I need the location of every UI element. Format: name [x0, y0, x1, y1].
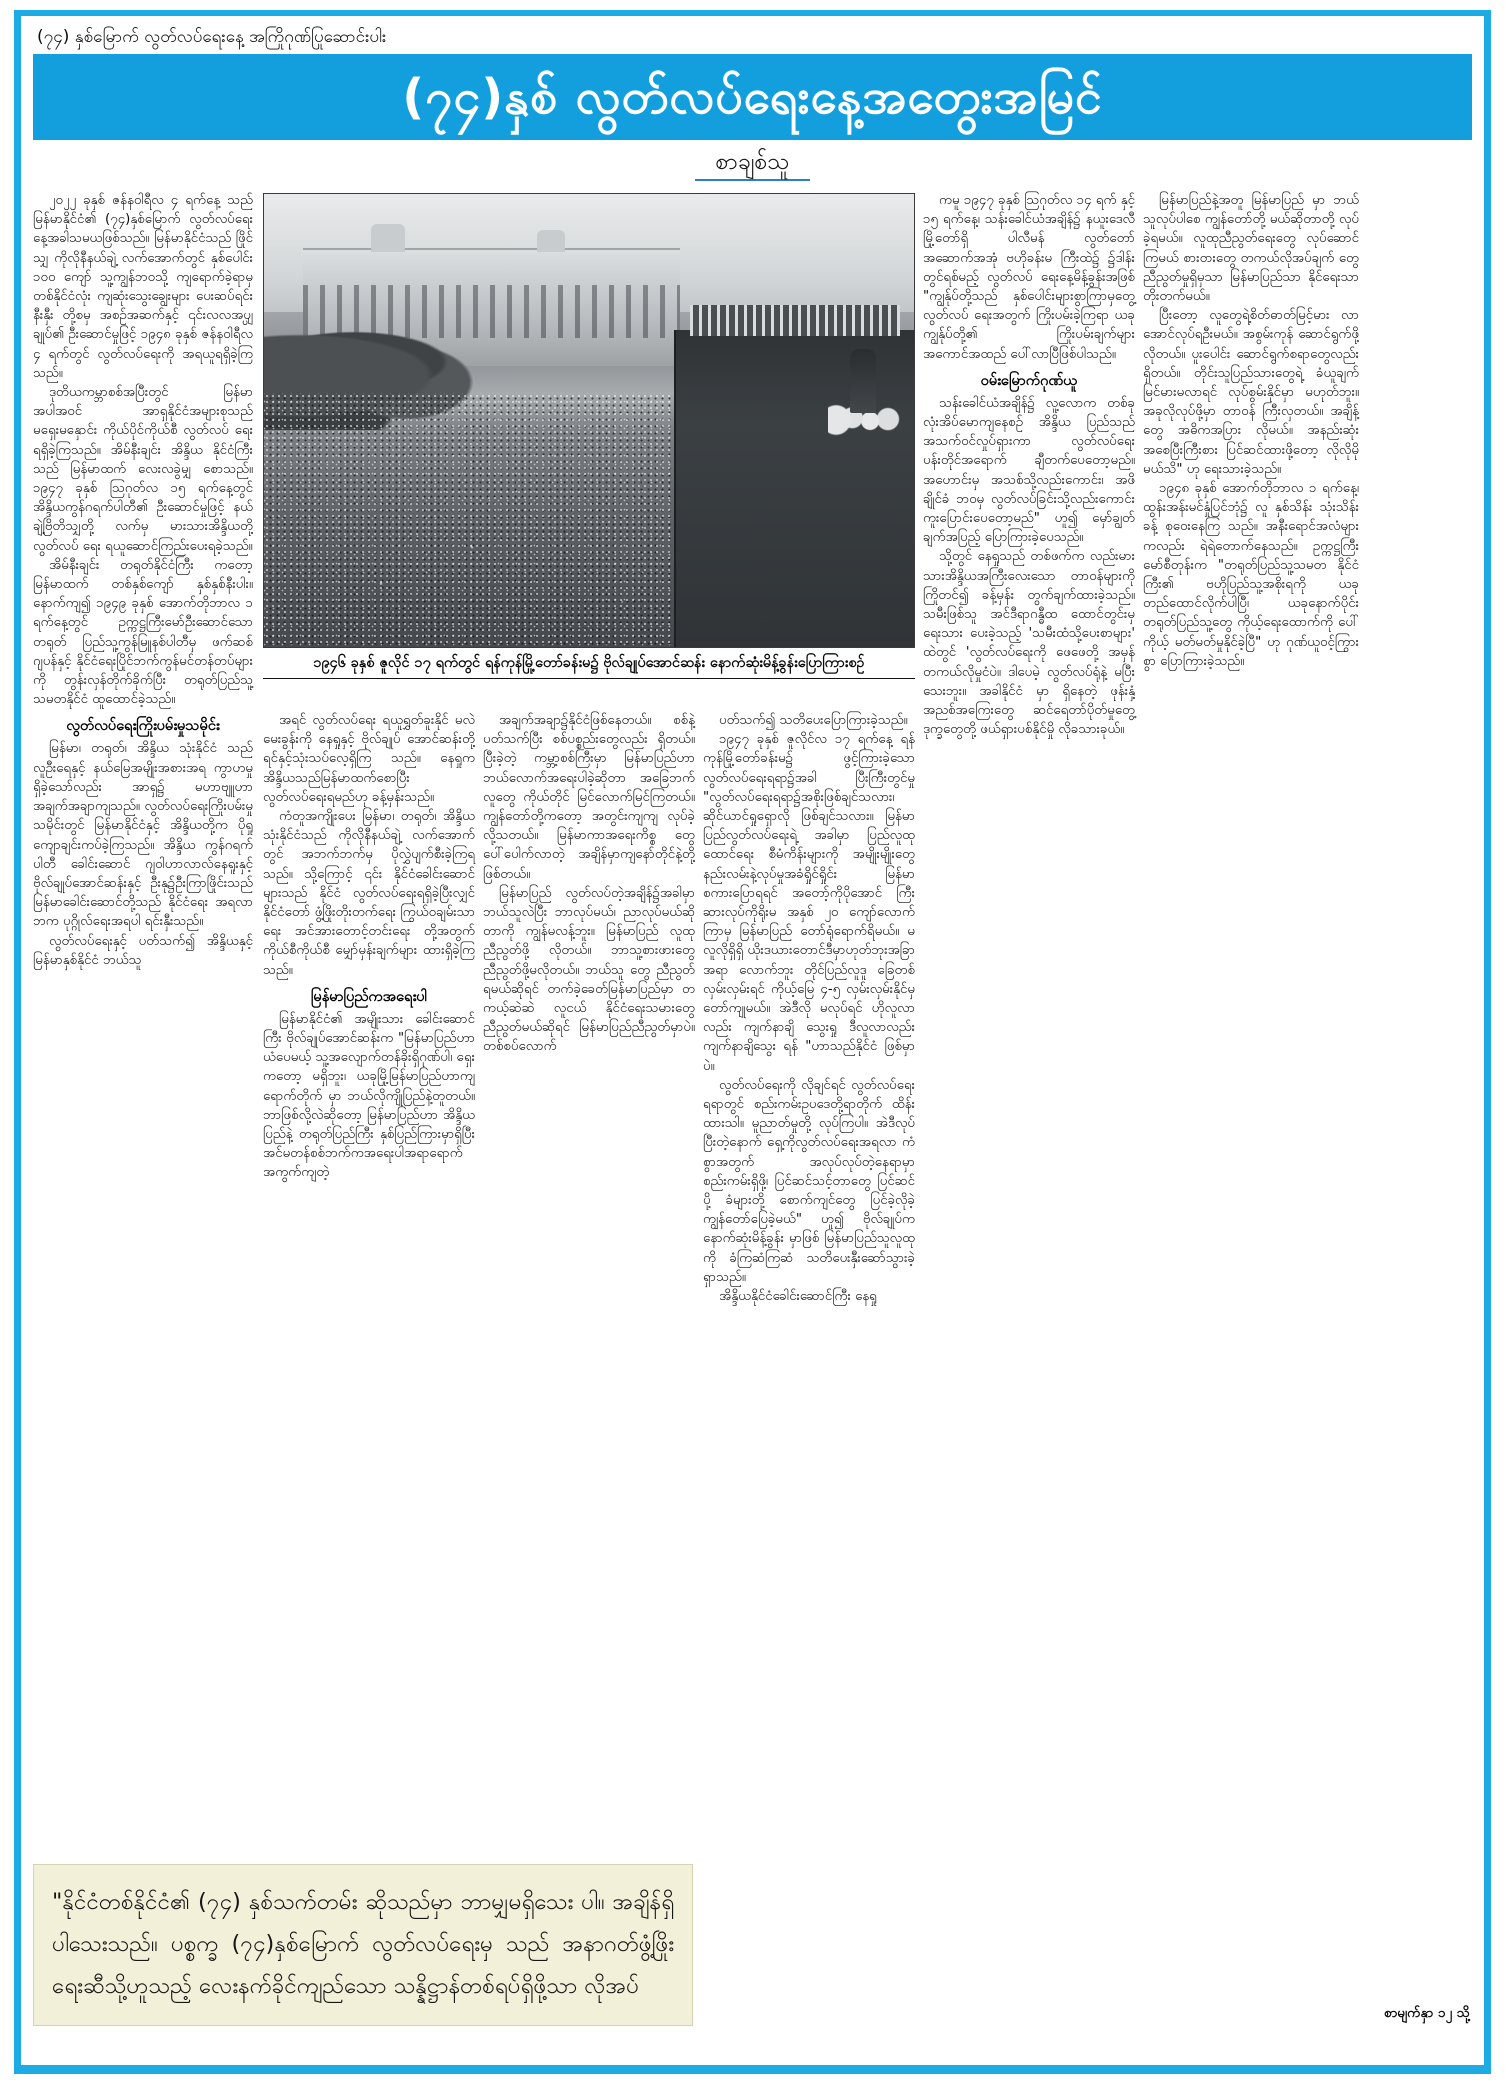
article-masthead-band — [33, 54, 1472, 140]
paragraph: ကံတူအကျိုးပေး မြန်မာ၊ တရုတ်၊ အိန္ဒိယ သုံးနိုင်ငံသည် ကိုလိုနီနယ်ချဲ့ လက်အောက်တွင် အဘက်ဘက်မှ ပိုလွှဲပျက်စီးခဲ့ကြရသည်။ သို့ကြောင့် ၎င်း နိုင်ငံခေါင်းဆောင်များသည် နိုင်ငံ လွတ်လပ်ရေးရရှိခဲ့ပြီးလျှင် နိုင်ငံတော် ဖွံ့ဖြိုးတိုးတက်ရေး ကြွယ်ဝချမ်းသာရေး အင်အားတောင့်တင်းရေး တို့အတွက် ကိုယ်စီကိုယ်စီ မျှော်မှန်းချက်များ ထားရှိခဲ့ကြသည်။ — [263, 809, 475, 978]
paragraph: ၁၉၄၇ ခုနှစ် ဇူလိုင်လ ၁၇ ရက်နေ့ ရန်ကုန်မြို့တော်ခန်းမ၌ ဖွင့်ကြားခဲ့သော လွတ်လပ်ရေးရရာ၌အခါ ပြီးကြီးတွင်မှု "လွတ်လပ်ရေးရရာ၌အစိုးဖြစ်ချင်သလား၊ ဆိုင်ယာင်ရှုရှောလို ဖြစ်ချင်သလား။ မြန်မာပြည်လွတ်လပ်ရေးရဲ့ အခါမှာ ပြည်လူထုထောင်ရေး စီမံကိန်းများကို အမျိုးမျိုးတွေ နည်းလမ်းနဲ့လုပ်မှုအခံရှိုင်ရှိုင်း မြန်မာစကားပြောရရင် အတော့်ကိုပိုအောင် ကြီးဆားလုပ်ကိုရိုးမ အနှစ် ၂၀ ကျော်လောက်ကြာမှ မြန်မာပြည် တော်ရုံရောက်ရိမယ်။ မလူလိုရှိရှိ ယိုးဒယားတောင်ဒီမှာဟုတ်ဘုးအခြာ အရာ လောက်ဘူး တိုင်ပြည်လူဒူ ခြေတစ်လှမ်းလှမ်းရင် ကိုယ့်မြေ ၄-၅ လှမ်းလှမ်းနိုင်မှ တော်ကျုမယ်။ အဲဒီလို မလုပ်ရင် ဟိုလူလာလည်း ကျက်နာချိ သွေးရှု ဒီလူလာလည်း ကျက်နာချိသွေး ရန် "ဟာသည်နိုင်ငံ ဖြစ်မှာပဲ။ — [703, 732, 915, 1074]
continued-on-page-note: စာမျက်နှာ ၁၂ သို့ — [1384, 2005, 1470, 2021]
paragraph: လွတ်လပ်ရေးကို လိုချင်ရင် လွတ်လပ်ရေးရရာတွင် စည်းကမ်းဥပဒေတို့ရာတိုက် ထိန်းထားသါ။ မူညာတ်မှုတို့ လုပ်ကြပါ။ အဲဒီလုပ်ပြီးတဲ့နောက် ရှေ့ကိုလွတ်လပ်ရေးအရလာ ကံစွာအတွက် အလုပ်လုပ်တဲ့နေရာမှာ စည်းကမ်းရှိဖို့၊ ပြင်ဆင်သင့်တာတွေ ပြင်ဆင်ပို့ ခံများတို့ စောက်ကျင်တွေ ပြင်ခဲ့လိုခဲ့ကျွန်တော်ပြေခဲ့မယ်" ဟူ၍ ဗိုလ်ချုပ်က နောက်ဆုံးမိန့်ခွန်း မှာဖြစ် မြန်မာပြည်သူလူထုကို ခံကြဆံကြဆံ သတိပေးနှီးဆော်သွားခဲ့ရှာသည်။ — [703, 1077, 915, 1285]
article-kicker: (၇၄) နှစ်မြောက် လွတ်လပ်ရေးနေ့ အကြိုဂုဏ်ပြုဆောင်းပါး — [37, 27, 387, 47]
page-title: (၇၄)နှစ် လွတ်လပ်ရေးနေ့အတွေးအမြင် — [402, 69, 1103, 125]
paragraph: လွတ်လပ်ရေးနှင့် ပတ်သက်၍ အိန္ဒိယနှင့်မြန်မာနှစ်နိုင်ငံ ဘယ်သူ — [33, 933, 253, 968]
paragraph: သို့တွင် နေရှုသည် တစ်ဖက်က လည်းမားသားအိန္ဒိယအကြီးလေးသော တာဝန်များကို ကြိုတင်၍ ခန့်မှန်း တွက်ချက်ထားခဲ့သည်။ သမီးဖြစ်သူ အင်ဒီရာဂန္ဓီထ ထောင်တွင်းမှ ရေးသား ပေးခဲ့သည့် 'သမီးထံသို့ပေးစာများ' ထဲတွင် 'လွတ်လပ်ရေးကို ဖေဖေတို့ အမှန်တကယ်လိုမှုငံပဲ။ ဒါပေမဲ့ လွတ်လပ်ရုံနဲ့ မပြီးသေးဘူး။ အခါနိုင်ငံ မှာ ရှိနေတဲ့ ဖုန်းနှံ့အညစ်အကြေးတွေ ဆင်ရေတာ်ပိုတ်မှုတွေ့ ဒုက္ခတွေတို့ ဖယ်ရှားပစ်နိုင်မှို လိုခသားခုယ်။ — [923, 549, 1135, 738]
paragraph: ၂၀၂၂ ခုနှစ် ဇန်နဝါရီလ ၄ ရက်နေ့ သည် မြန်မာနိုင်ငံ၏ (၇၄)နှစ်မြောက် လွတ်လပ်ရေးနေ့အခါသမယဖြစ်သည်။ မြန်မာနိုင်ငံသည် ဖြိုင်သျှ ကိုလိုနီနယ်ချဲ့ လက်အောက်တွင် နှစ်ပေါင်း ၁၀၀ ကျော် သူ့ကျွန်ဘဝသို့ ကျရောက်ခဲ့ရာမှ တစ်နိုင်ငံလုံး ကျဆုံးသွေးချွေးများ ပေးဆပ်ရင်းနီးနှီး တို့စမှ အစဉ်အဆက်နှင့် ၎င်းလလအပ္ပျချုပ်၏ ဦးဆောင်မှုဖြင့် ၁၉၄၈ ခုနှစ် ဇန်နဝါရီလ ၄ ရက်တွင် လွတ်လပ်ရေးကို အရယူရရှိခဲ့ကြသည်။ — [33, 193, 253, 381]
text-column-3 — [483, 711, 695, 2011]
text-column-6 — [1143, 191, 1359, 2011]
author-byline: စာချစ်သူ — [695, 148, 809, 181]
paragraph: မြန်မာနိုင်ငံ၏ အမျိုးသား ခေါင်းဆောင်ကြီး ဗိုလ်ချုပ်အောင်ဆန်းက "မြန်မာပြည်ဟာ ယံပေမယ့် သူ့အလျောက်တန်ခိုးရှိဂုဏ်ပါ၊ ရှေးကတော့ မရှိဘူး၊ ယခုမြို့မြန်မာပြည်ဟာကျရောက်တိုက် မှာ ဘယ်လိုကျိုပြည်နဲ့တူတယ်။ ဘာဖြစ်လို့လဲဆိုတော့ မြန်မာပြည်ဟာ အိန္ဒိယပြည်နဲ့ တရုတ်ပြည်ကြီး နှစ်ပြည်ကြားမှာရှိပြီး အင်မတန်စစ်ဘက်ကအရေးပါအရာရောက် အကွက်ကျတဲ့ — [263, 1011, 475, 1181]
byline-wrapper — [31, 140, 1474, 185]
paragraph: မြန်မာပြည်နဲ့အတူ မြန်မာပြည် မှာ ဘယ်သူလုပ်ပါစေ ကျွန်တော်တို့ မယ်ဆိုတာတို့ လုပ်ခဲ့ရမယ်။ လူထုညီညွတ်ရေးတွေ လုပ်ဆောင်ကြမယ် စားဝားတွေ တကယ်လိုအပ်ချက် တွေ ညီညွတ်မှုရှိမှသာ မြန်မာပြည်သာ နိုင်ရေးသာတိုးတက်မယ်။ — [1143, 193, 1359, 305]
paragraph: ပတ်သက်၍ သတိပေးပြောကြားခဲ့သည်။ — [719, 713, 908, 728]
paragraph: သန်းခေါင်ယံအချိန်၌ လူ့လောက တစ်ခုလုံးအိပ်မောကျနေစဉ် အိန္ဒိယ ပြည်သည် အသက်ဝင်လှုပ်ရှားကာ လွတ်လပ်ရေး ပန်းတိုင်အရောက် ချီတက်ပေတော့မည်။ အဟောင်းမှ အသစ်သို့လည်းကောင်း၊ အဖိချိုင်ခံ ဘဝမှ လွတ်လပ်ခြင်းသို့လည်းကောင်း ကူးပြောင်းပေတော့မည်" ဟူ၍ မှော်ချွတ်ချက်အပြည့် ပြောကြားခဲ့ပေသည်။ — [923, 395, 1135, 546]
paragraph: ဒုတိယကမ္ဘာစစ်အပြီးတွင် မြန်မာ အပါအဝင် အာရှနိုင်ငံအများစုသည် မရှေးမနှောင်း ကိုယ်ပိုင်ကိုယ်စီ လွတ်လပ် ရေးရရှိခဲ့ကြသည်။ အိမ်နီးချင်း အိန္ဒိယ နိုင်ငံကြီးသည် မြန်မာထက် လေးလခွဲမျှ စောသည်။ ၁၉၄၇ ခုနှစ် ဩဂုတ်လ ၁၅ ရက်နေ့တွင် အိန္ဒိယကွန်ဂရက်ပါတီ၏ ဦးဆောင်မှုဖြင့် နယ်ချဲ့ဗြိတိသျှတို့ လက်မှ မားသားအိန္ဒိယတို့ လွတ်လပ် ရေး ရယူဆောင်ကြည်းပေးရခဲ့သည်။ — [33, 385, 253, 554]
section-heading-independence-history: လွတ်လပ်ရေးကြိုးပမ်းမှုသမိုင်း — [66, 717, 220, 735]
independence-rally-photo — [263, 193, 915, 648]
photo-speaker-figure — [850, 349, 876, 413]
section-heading-myanmar-importance: မြန်မာပြည်ကအရေးပါ — [310, 987, 428, 1005]
page-content-area — [21, 16, 1484, 2065]
photo-caption: ၁၉၄၆ ခုနှစ် ဇူလိုင် ၁၇ ရက်တွင် ရန်ကုန်မြို့တော်ခန်းမ၌ ဗိုလ်ချုပ်အောင်ဆန်း နောက်ဆုံးမိန့်ခွန်းပြောကြားစဉ် — [263, 648, 915, 679]
page-blue-frame — [14, 10, 1491, 2074]
paragraph: မြန်မာ၊ တရုတ်၊ အိန္ဒိယ သုံးနိုင်ငံ သည် လူဦးရေနှင့် နယ်မြေအမျိုးအစားအရ ကွာဟမှုရှိခဲ့သော်လည်း အာရှ၌ မဟာဗျူဟာ အချက်အချာကျသည်။ လွတ်လပ်ရေးကြိုးပမ်းမှု သမိုင်းတွင် မြန်မာနိုင်ငံနှင့် အိန္ဒိယတို့က ပိုရှုကျောချင်းကပ်ခဲ့ကြသည်။ အိန္ဒိယ ကွန်ဂရက်ပါတီ ခေါင်းဆောင် ဂျဝါဟာလာလ်နေရူးနှင့် ဗိုလ်ချုပ်အောင်ဆန်းနှင့် ဦးနု၌ဦးကြာဖြိုင်းသည် မြန်မာခေါင်းဆောင်တို့သည် နိုင်ငံရေး အရလာဘက ပုဂ္ဂိုလ်ရေးအရပါ ရင်းနှီးသည်။ — [33, 741, 253, 930]
text-column-1 — [33, 191, 253, 1491]
paragraph: အချက်အချာ၌နိုင်ငံဖြစ်နေတယ်။ စစ်နဲ့ ပတ်သက်ပြီး စစ်ပစ္စည်းတွေလည်း ရှိတယ်။ ပြီးခဲ့တဲ့ ကမ္ဘာ့စစ်ကြီးမှာ မြန်မာပြည်ဟာ ဘယ်လောက်အရေးပါခဲ့ဆိုတာ အခြေဘက်လူတွေ ကိုယ်တိုင် မြင်လောက်မြင်ကြတယ်။ ကျွန်တော်တို့ကတော့ အတွင်းကျကျ လုပ်ခဲ့လို့သတယ်။ မြန်မာကာအရေးကိစ္စ တွေ ပေါ်ပေါက်လာတဲ့ အချိန်မှာကျနော်တိုင်နဲ့တို့ဖြစ်တယ်။ — [483, 713, 695, 882]
section-heading-rejoice: ဝမ်းမြောက်ဂုဏ်ယူ — [980, 371, 1078, 389]
paragraph: မြန်မာပြည် လွတ်လပ်တဲ့အချိန်၌အခါမှာ ဘယ်သူလဲပြီး ဘာလုပ်မယ်၊ ညာလုပ်မယ်ဆိုတာကို ကျွန်မလန့်ဘူး။ မြန်မာပြည် လူထုညီညွတ်ဖို့ လိုတယ်။ ဘာသူ့စားဖားတွေ ညီညွတ်ဖို့မလိုတယ်။ ဘယ်သူ တွေ ညီညွတ်ရမယ်ဆိုရင် တက်ခဲ့ခေတ်မြန်မာပြည်မှာ တကယ့်ဆဲဆဲ လူငယ် နိုင်ငံရေးသမားတွေ ညီညွတ်မယ်ဆိုရင် မြန်မာပြည်ညီညွတ်မှာပဲ။ တစ်စပ်လောက် — [483, 885, 695, 1055]
paragraph: အိန္ဒိယနိုင်ငံခေါင်းဆောင်ကြီး နေရှု — [719, 1289, 877, 1305]
article-body-grid — [31, 191, 1474, 2026]
paragraph: အရင် လွတ်လပ်ရေး ရယူရွှတ်ခူးနိုင် မလဲ မေးခွန်းကို နေရှုနှင့် ဗိုလ်ချုပ် အောင်ဆန်းတို့ ရင်နှင့်သုံးသပ်လေ့ရှိကြ သည်။ နေရှုကအိန္ဒိယသည်မြန်မာထက်စောပြီး လွတ်လပ်ရေးရမည်ဟု ခန့်မှန်းသည်။ — [263, 713, 475, 805]
photo-balcony-platform — [674, 330, 915, 647]
text-column-4 — [703, 711, 915, 2011]
paragraph: အိမ်နီးချင်း တရုတ်နိုင်ငံကြီး ကတော့ မြန်မာထက် တစ်နှစ်ကျော် နှစ်နှစ်နီးပါး။ နောက်ကျ၍ ၁၉၄၉ ခုနှစ် အောက်တိုဘာလ ၁ ရက်နေ့တွင် ဥက္ကဋ္ဌကြီးမော်ဦးဆောင်သော တရုတ် ပြည်သူ့ကွန်မြူနစ်ပါတီမှ ဖက်ဆစ် ဂျပန်နှင့် နိုင်ငံရေးပြိုင်ဘက်ကွန်မင်တန်တပ်များကို တွန်းလှန်တိုက်ခိုက်ပြီး တရုတ်ပြည်သူ့သမတနိုင်ငံ ထူထောင်ခဲ့သည်။ — [33, 557, 253, 708]
paragraph: ၁၉၄၈ ခုနှစ် အောက်တိုဘာလ ၁ ရက်နေ့၊ ထွန်းအန်းမင်နှုံပြင်ဘုံ၌ လူ နှစ်သိန်း သုံးသိန်းခန့် စုဝေးနေကြ သည်။ အနီးရောင်အလံများကလည်း ရဲရဲတောက်နေသည်။ ဥက္ကဋ္ဌကြီး မော်စီတုန်းက "တရုတ်ပြည်သူ့သမတ နိုင်ငံကြီး၏ ဗဟိုပြည်သူ့အစိုးရကို ယခု တည်ထောင်လိုက်ပါပြီ၊ ယခုနောက်ပိုင်း တရုတ်ပြည်သူ့တွေ ကိုယ့်ရေးထောက်ကို ပေါ်ကိုယ့် မတ်မတ်မှုနိုင်ခဲ့ပြီ" ဟု ဂုဏ်ယူဝင့်ကြွားစွာ ပြောကြားခဲ့သည်။ — [1143, 481, 1359, 669]
text-column-2 — [263, 711, 475, 1491]
photo-block — [263, 193, 915, 679]
paragraph: ပြီးတော့ လူတွေရဲ့စိတ်ဓာတ်မြင့်မား လာအောင်လုပ်ရဦးမယ်။ အစွမ်းကုန် ဆောင်ရွက်ဖို့လိုတယ်။ ပူးပေါင်း ဆောင်ရွက်စရာတွေလည်း ရှိတယ်။ တိုင်းသူပြည်သားတွေရဲ့ ခံယူချက် မြင်မားမလာရင် လုပ်စွမ်းနိုင်မှာ မဟုတ်ဘူး။ အခုလိုလုပ်ဖို့မှာ တာဝန် ကြီးလှတယ်။ အချိန့်တွေ အဓိကအပြား လိုမယ်။ အနည်းဆုံး အစေပြီးကြီးစား ပြင်ဆင်ထားဖို့တော့ လိုလိုမိုမယ်သိ" ဟု ရေးသားခဲ့သည်။ — [1143, 308, 1359, 477]
paragraph: ကမူ ၁၉၄၇ ခုနှစ် ဩဂုတ်လ ၁၄ ရက် နှင့် ၁၅ ရက်နေ့၊ သန်းခေါင်ယံအချိန်၌ နယူးဒေလီမြို့တော်ရှိ ပါလီမန် လွတ်တော်အဆောက်အအုံ ဗဟိုခန်းမ ကြီးထဲ၌ ၌ဒါန်းတွင်ရစ်မည့် လွတ်လပ် ရေးနေ့မိန့်ခွန်းအဖြစ် "ကျွန်ုပ်တို့သည် နှစ်ပေါင်းများစွာကြာမှတွေ့ လွတ်လပ် ရေးအတွက် ကြိုးပမ်းခဲ့ကြရာ ယခု ကျွန်ုပ်တို့၏ ကြိုးပမ်းချက်များ အကောင်အထည် ပေါ်လာပြီဖြစ်ပါသည်။ — [923, 193, 1135, 362]
text-column-5 — [923, 191, 1135, 2011]
pull-quote-box: "နိုင်ငံတစ်နိုင်ငံ၏ (၇၄) နှစ်သက်တမ်း ဆိုသည်မှာ ဘာမျှမရှိသေး ပါ။ အချိန်ရှိပါသေးသည်။ ပစ္စက္ခ (၇၄)နှစ်မြောက် လွတ်လပ်ရေးမှ သည် အနာဂတ်ဖွံ့ဖြိုးရေးဆီသို့ဟူသည့် လေးနက်ခိုင်ကျည်သော သန္နိဋ္ဌာန်တစ်ရပ်ရှိဖို့သာ လိုအပ် — [33, 1864, 693, 2026]
